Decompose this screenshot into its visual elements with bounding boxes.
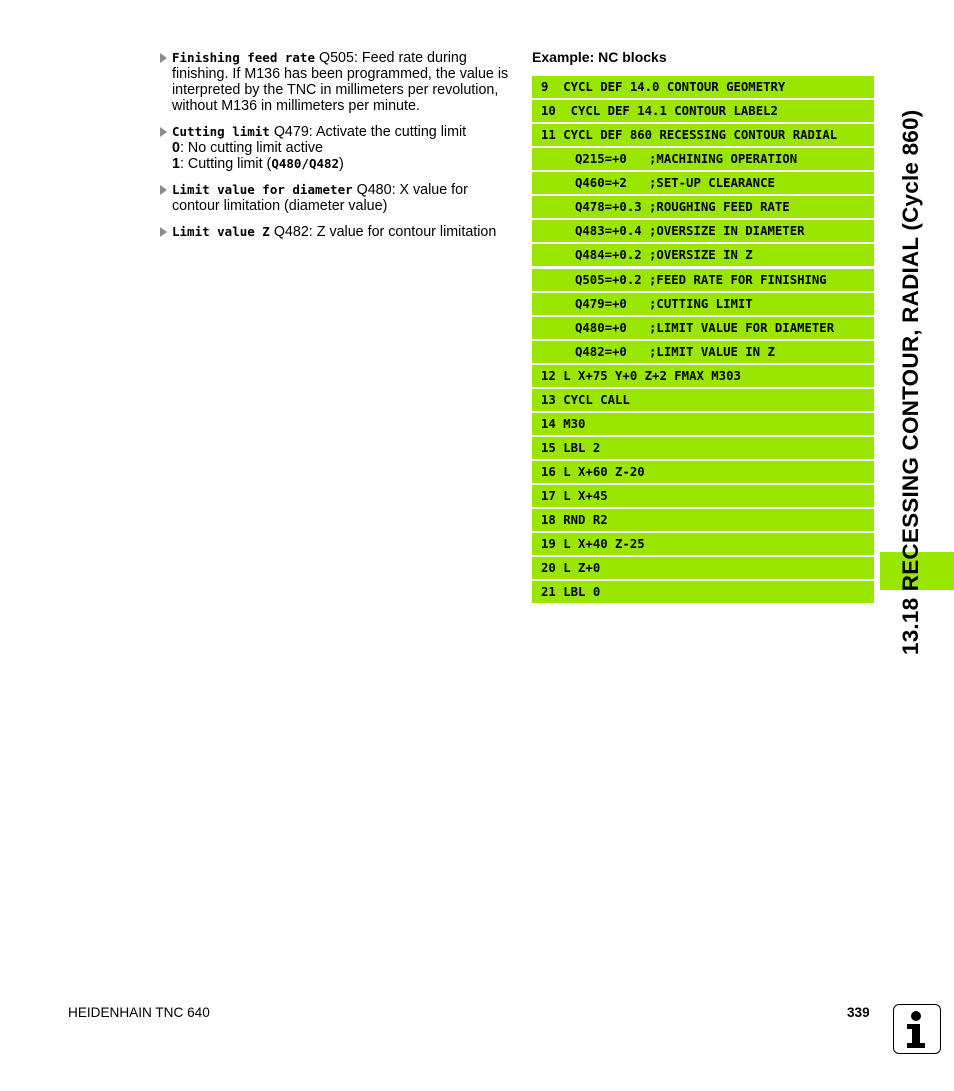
page-number: 339 [847,1005,870,1020]
option-text-end: ) [339,156,344,172]
parameter-list [158,50,518,250]
nc-block: 21 LBL 0 [532,581,874,603]
bullet-arrow-icon [160,227,167,237]
nc-block: Q215=+0 ;MACHINING OPERATION [532,148,874,170]
section-title: 13.18 RECESSING CONTOUR, RADIAL (Cycle 860) [898,109,923,655]
bullet-arrow-icon [160,53,167,63]
param-cutting-limit [158,124,518,172]
info-glyph-icon [894,1005,939,1052]
nc-block-list [532,76,874,605]
param-finishing-feed-rate [158,50,518,114]
option-text: : No cutting limit active [179,140,323,156]
nc-block: 15 LBL 2 [532,437,874,459]
param-description: Q505: Feed rate during finishing. If M136 has been programmed, the value is interpreted by the TNC in millimeters per revolution, without M136 in millimeters per minute. [172,50,509,114]
nc-block: 10 CYCL DEF 14.1 CONTOUR LABEL2 [532,100,874,122]
nc-block: Q479=+0 ;CUTTING LIMIT [532,293,874,315]
nc-block: Q484=+0.2 ;OVERSIZE IN Z [532,244,874,266]
option-code: 0 [172,140,180,156]
example-title: Example: NC blocks [532,49,667,65]
param-keyword: Cutting limit [172,124,270,139]
nc-block: 19 L X+40 Z-25 [532,533,874,555]
footer-product: HEIDENHAIN TNC 640 [68,1005,210,1020]
param-keyword: Limit value for diameter [172,182,353,197]
option-mono: Q480/Q482 [271,156,340,171]
nc-block: Q478=+0.3 ;ROUGHING FEED RATE [532,196,874,218]
option-line [172,156,518,172]
option-text: : Cutting limit ( [179,156,272,172]
param-limit-value-diameter [158,182,518,214]
nc-block: Q483=+0.4 ;OVERSIZE IN DIAMETER [532,220,874,242]
nc-block: 13 CYCL CALL [532,389,874,411]
nc-block: Q480=+0 ;LIMIT VALUE FOR DIAMETER [532,317,874,339]
nc-block: Q482=+0 ;LIMIT VALUE IN Z [532,341,874,363]
nc-block: Q505=+0.2 ;FEED RATE FOR FINISHING [532,269,874,291]
param-description: Q480: X value for contour limitation (diameter value) [172,182,468,214]
param-limit-value-z [158,224,518,240]
nc-block: 11 CYCL DEF 860 RECESSING CONTOUR RADIAL [532,124,874,146]
info-icon [893,1004,941,1054]
param-keyword: Finishing feed rate [172,50,315,65]
nc-block: Q460=+2 ;SET-UP CLEARANCE [532,172,874,194]
nc-block: 17 L X+45 [532,485,874,507]
nc-block: 12 L X+75 Y+0 Z+2 FMAX M303 [532,365,874,387]
option-code: 1 [172,156,180,172]
bullet-arrow-icon [160,185,167,195]
nc-block: 18 RND R2 [532,509,874,531]
nc-block: 14 M30 [532,413,874,435]
param-description: Q482: Z value for contour limitation [269,224,497,240]
nc-block: 9 CYCL DEF 14.0 CONTOUR GEOMETRY [532,76,874,98]
option-line [172,140,518,156]
nc-block: 20 L Z+0 [532,557,874,579]
nc-block: 16 L X+60 Z-20 [532,461,874,483]
param-description: Q479: Activate the cutting limit [269,124,467,140]
param-keyword: Limit value Z [172,224,270,239]
bullet-arrow-icon [160,127,167,137]
